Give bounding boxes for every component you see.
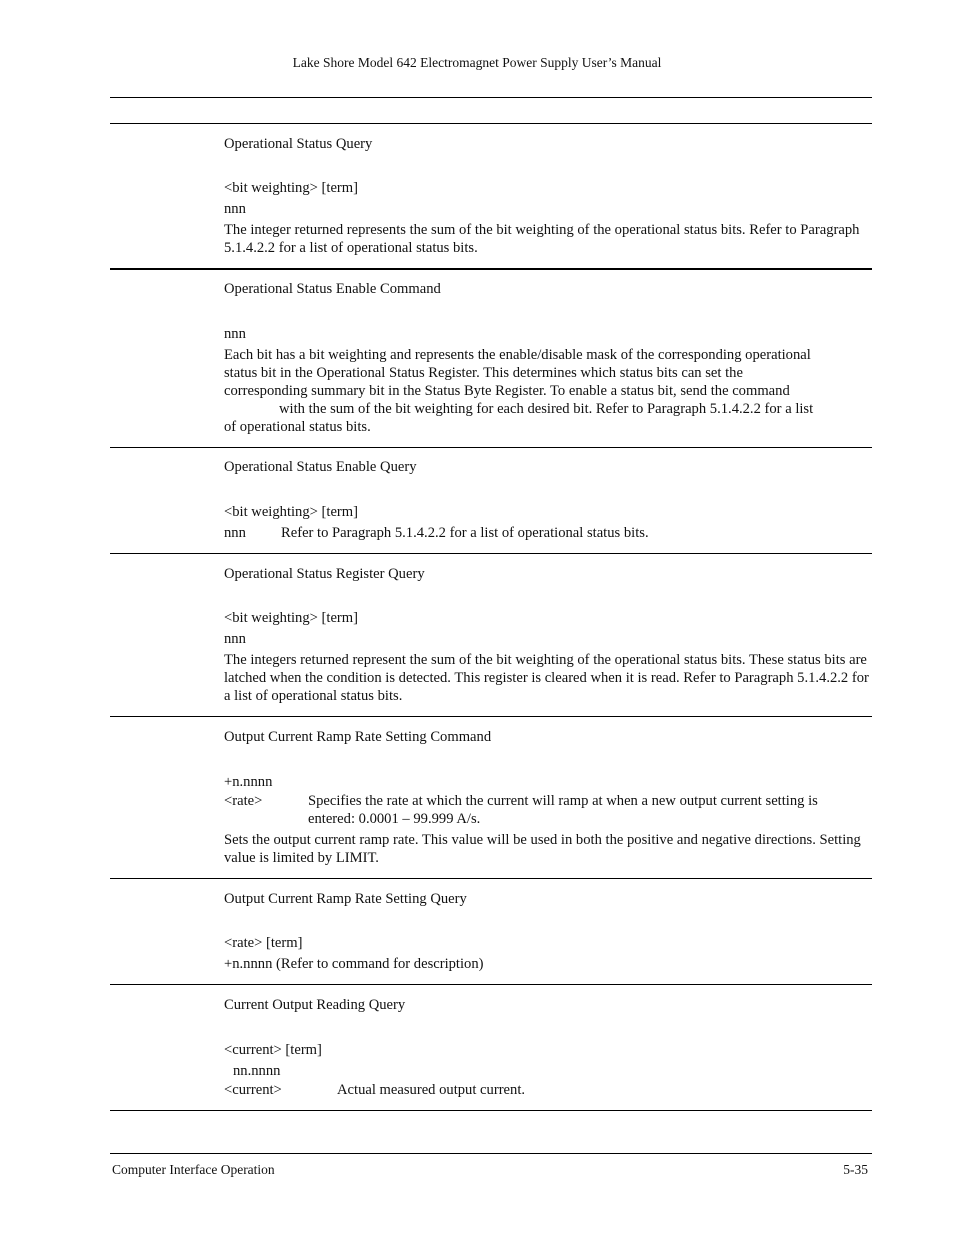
page-number: 5-35 bbox=[843, 1162, 868, 1177]
parameter-name: <current> bbox=[224, 1082, 282, 1098]
format-value: nnn bbox=[224, 326, 246, 342]
format-value: nnn bbox=[224, 631, 246, 647]
returned-format: <current> [term] bbox=[224, 1042, 322, 1058]
divider bbox=[110, 447, 872, 448]
divider bbox=[110, 97, 872, 98]
format-value: nnn bbox=[224, 525, 246, 541]
remarks-line: with the sum of the bit weighting for each desired bit. Refer to Paragraph 5.1.4.2.2 for a list bbox=[279, 401, 814, 417]
page-header: Lake Shore Model 642 Electromagnet Power Supply User’s Manual bbox=[292, 55, 662, 70]
section-title: Output Current Ramp Rate Setting Query bbox=[224, 891, 467, 907]
returned-format: <bit weighting> [term] bbox=[224, 180, 358, 196]
section-title: Output Current Ramp Rate Setting Command bbox=[224, 729, 492, 745]
format-value: +n.nnnn bbox=[224, 774, 273, 790]
format-note: Refer to Paragraph 5.1.4.2.2 for a list of operational status bits. bbox=[281, 525, 649, 541]
section-title: Operational Status Enable Query bbox=[224, 459, 417, 475]
divider bbox=[110, 123, 872, 124]
divider bbox=[110, 878, 872, 879]
remarks-line: corresponding summary bit in the Status Byte Register. To enable a status bit, send the command bbox=[224, 383, 790, 399]
returned-format: <rate> [term] bbox=[224, 935, 303, 951]
divider bbox=[110, 268, 872, 270]
divider bbox=[110, 716, 872, 717]
section-title: Operational Status Query bbox=[224, 136, 373, 152]
format-value: nnn bbox=[224, 201, 246, 217]
format-value: +n.nnnn (Refer to command for description) bbox=[224, 956, 484, 972]
returned-format: <bit weighting> [term] bbox=[224, 610, 358, 626]
footer-section-name: Computer Interface Operation bbox=[112, 1162, 275, 1177]
divider bbox=[110, 553, 872, 554]
remarks-line: status bit in the Operational Status Register. This determines which status bits can set the bbox=[224, 365, 743, 381]
format-value: nn.nnnn bbox=[233, 1063, 281, 1079]
remarks-line: Each bit has a bit weighting and represents the enable/disable mask of the corresponding operational bbox=[224, 347, 811, 363]
footer-divider bbox=[110, 1153, 872, 1154]
section-title: Operational Status Register Query bbox=[224, 566, 425, 582]
parameter-name: <rate> bbox=[224, 793, 263, 809]
divider bbox=[110, 984, 872, 985]
remarks-line: of operational status bits. bbox=[224, 419, 371, 435]
section-title: Current Output Reading Query bbox=[224, 997, 406, 1013]
parameter-description: Specifies the rate at which the current will ramp at when a new output current setting is entered: 0.0001 – 99.999 A/s. bbox=[308, 793, 818, 827]
remarks-text: The integer returned represents the sum of the bit weighting of the operational status bits. Refer to Paragraph 5.1.4.2.2 for a list of operational status bits. bbox=[224, 222, 860, 256]
parameter-description: Actual measured output current. bbox=[337, 1082, 526, 1098]
remarks-text: The integers returned represent the sum of the bit weighting of the operational status bits. These status bits are latched when the condition is detected. This register is cleared when it is read. Refer to Paragraph 5.1.4.2.2 for a list of operational status bits. bbox=[224, 652, 869, 704]
remarks-text: Sets the output current ramp rate. This value will be used in both the positive and negative directions. Setting value is limited by LIMIT. bbox=[224, 832, 861, 866]
returned-format: <bit weighting> [term] bbox=[224, 504, 358, 520]
divider bbox=[110, 1110, 872, 1111]
section-title: Operational Status Enable Command bbox=[224, 281, 441, 297]
